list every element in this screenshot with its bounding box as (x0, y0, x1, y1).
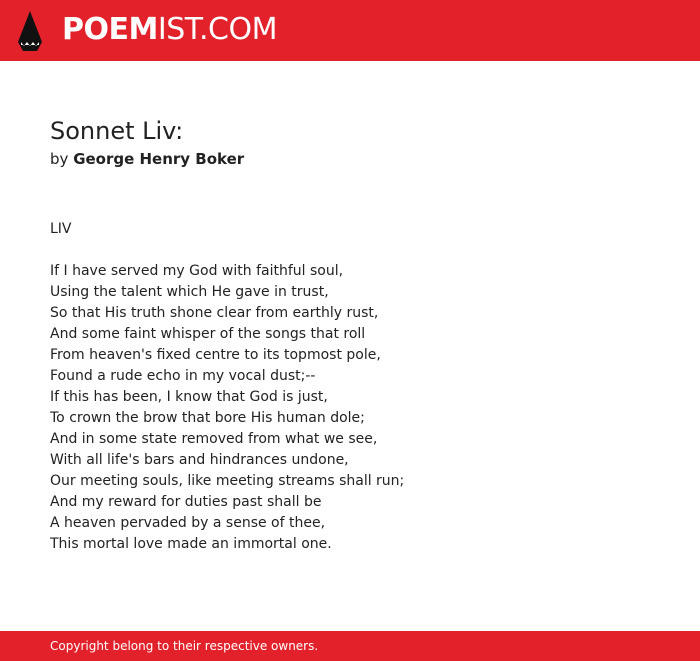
logo-bold-text: POEM (62, 12, 158, 47)
author-name: George Henry Boker (73, 150, 245, 168)
byline (50, 149, 670, 169)
header-bar (0, 0, 700, 61)
poem-line: If this has been, I know that God is just, (50, 389, 328, 405)
copyright-text: Copyright belong to their respective owners. (50, 639, 319, 653)
poem-line: Using the talent which He gave in trust, (50, 284, 329, 300)
poem-line: A heaven pervaded by a sense of thee, (50, 515, 326, 531)
poem-title: Sonnet Liv: (50, 117, 184, 145)
logo-light-text: IST.COM (157, 12, 277, 47)
poem-line: To crown the brow that bore His human dole; (50, 410, 365, 426)
poem-line: With all life's bars and hindrances undone, (50, 452, 349, 468)
poem-line: So that His truth shone clear from earthly rust, (50, 305, 379, 321)
pencil-tip-icon[interactable] (17, 10, 43, 52)
poem-line: This mortal love made an immortal one. (50, 536, 332, 552)
by-label: by (50, 150, 69, 168)
poem-body (50, 261, 670, 555)
poem-line: And my reward for duties past shall be (50, 494, 322, 510)
site-logo[interactable] (62, 12, 277, 48)
poem-line: Our meeting souls, like meeting streams shall run; (50, 473, 405, 489)
footer-bar (0, 631, 700, 661)
poem-line: And some faint whisper of the songs that roll (50, 326, 366, 342)
section-number: LIV (50, 221, 72, 237)
poem-line: If I have served my God with faithful soul, (50, 263, 344, 279)
poem-line: From heaven's fixed centre to its topmost pole, (50, 347, 381, 363)
poem-line: And in some state removed from what we see, (50, 431, 378, 447)
poem-content (50, 116, 670, 555)
poem-line: Found a rude echo in my vocal dust;-- (50, 368, 316, 384)
